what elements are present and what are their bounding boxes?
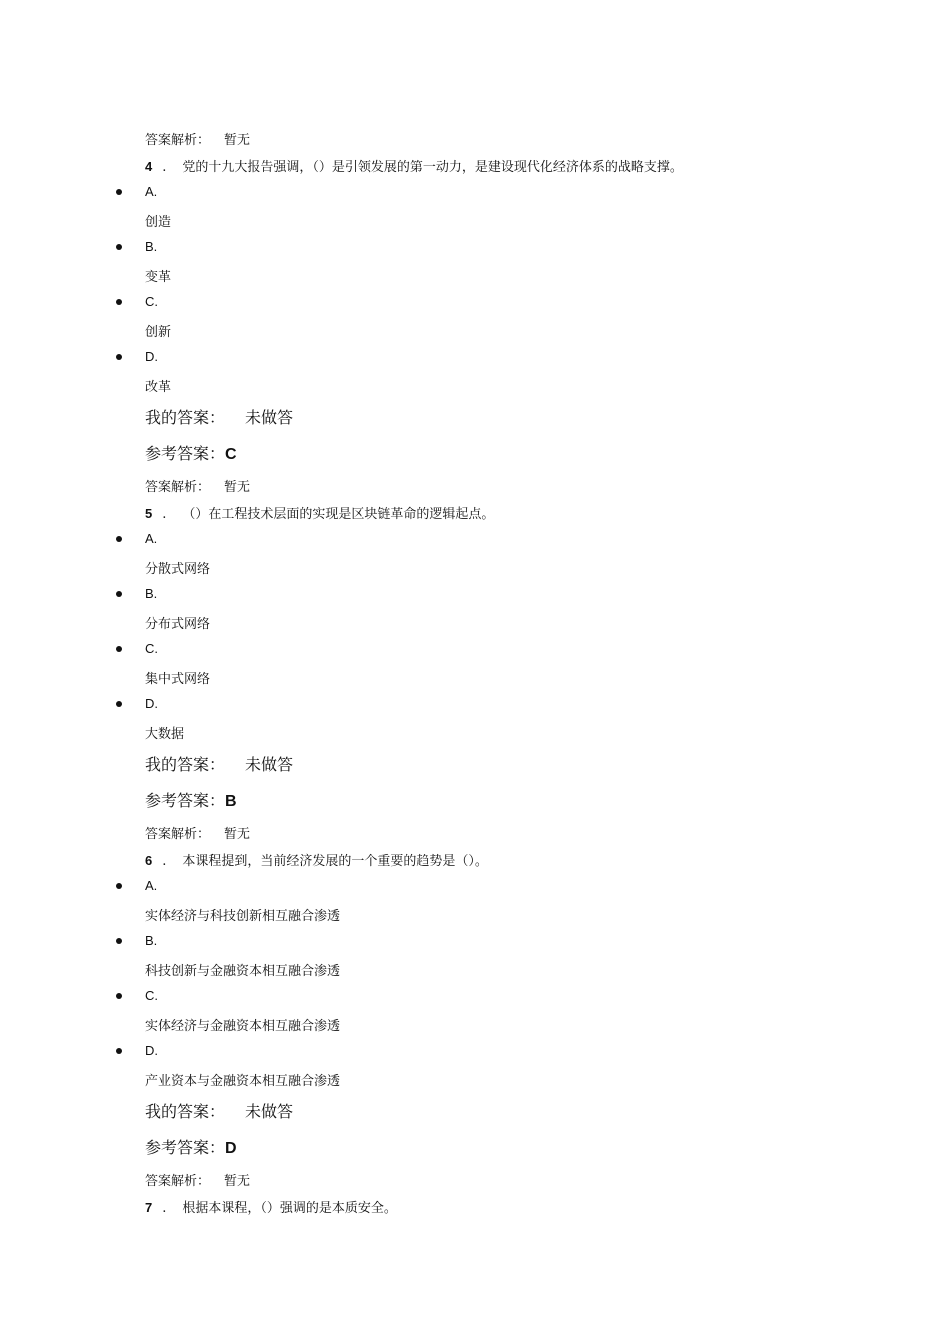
- question-stem-7: [145, 1197, 397, 1216]
- reference-answer-label: 参考答案：: [145, 1138, 226, 1157]
- reference-answer-value: C: [225, 446, 237, 463]
- my-answer: [145, 405, 293, 428]
- option-letter: A.: [145, 531, 158, 546]
- question-stem-6: [145, 850, 488, 869]
- reference-answer-label: 参考答案：: [145, 444, 226, 463]
- option-letter: C.: [145, 641, 158, 656]
- my-answer-label: 我的答案：: [145, 1102, 226, 1121]
- question-number: 7: [145, 1200, 153, 1215]
- option-bullet-icon: [116, 354, 122, 360]
- question-dot: .: [162, 507, 167, 522]
- option-text: 改革: [145, 380, 172, 395]
- analysis-line: [145, 476, 250, 495]
- question-dot: .: [162, 1201, 167, 1216]
- option-text: 大数据: [145, 727, 185, 742]
- option-letter: C.: [145, 294, 158, 309]
- option-text: 创新: [145, 325, 172, 340]
- option-letter: A.: [145, 184, 158, 199]
- option-bullet-icon: [116, 244, 122, 250]
- my-answer-label: 我的答案：: [145, 408, 226, 427]
- analysis-line: [145, 823, 250, 842]
- option-text: 实体经济与科技创新相互融合渗透: [145, 909, 341, 924]
- question-text: 本课程提到，当前经济发展的一个重要的趋势是（）。: [182, 854, 488, 869]
- option-letter: D.: [145, 696, 158, 711]
- analysis-line: [145, 1170, 250, 1189]
- question-text: （）在工程技术层面的实现是区块链革命的逻辑起点。: [182, 507, 495, 522]
- analysis-value: 暂无: [224, 1174, 251, 1189]
- analysis-line: [145, 129, 250, 148]
- question-number: 5: [145, 506, 153, 521]
- option-text: 产业资本与金融资本相互融合渗透: [145, 1074, 341, 1089]
- reference-answer-value: D: [225, 1140, 237, 1157]
- option-bullet-icon: [116, 646, 122, 652]
- my-answer-value: 未做答: [245, 408, 294, 427]
- option-letter: A.: [145, 878, 158, 893]
- analysis-value: 暂无: [224, 133, 251, 148]
- option-text: 分散式网络: [145, 562, 211, 577]
- option-bullet-icon: [116, 189, 122, 195]
- analysis-label: 答案解析：: [145, 827, 211, 842]
- question-text: 根据本课程，（）强调的是本质安全。: [182, 1201, 397, 1216]
- question-number: 6: [145, 853, 153, 868]
- my-answer-label: 我的答案：: [145, 755, 226, 774]
- question-stem-4: [145, 156, 683, 175]
- option-letter: D.: [145, 349, 158, 364]
- reference-answer: [145, 788, 237, 811]
- option-bullet-icon: [116, 591, 122, 597]
- option-bullet-icon: [116, 536, 122, 542]
- option-bullet-icon: [116, 299, 122, 305]
- option-text: 创造: [145, 215, 172, 230]
- reference-answer-label: 参考答案：: [145, 791, 226, 810]
- analysis-label: 答案解析：: [145, 133, 211, 148]
- analysis-value: 暂无: [224, 480, 251, 495]
- reference-answer: [145, 441, 237, 464]
- question-number: 4: [145, 159, 153, 174]
- my-answer: [145, 752, 293, 775]
- analysis-label: 答案解析：: [145, 480, 211, 495]
- analysis-label: 答案解析：: [145, 1174, 211, 1189]
- option-text: 实体经济与金融资本相互融合渗透: [145, 1019, 341, 1034]
- option-text: 集中式网络: [145, 672, 211, 687]
- option-bullet-icon: [116, 701, 122, 707]
- option-letter: C.: [145, 988, 158, 1003]
- option-text: 科技创新与金融资本相互融合渗透: [145, 964, 341, 979]
- option-bullet-icon: [116, 993, 122, 999]
- question-dot: .: [162, 854, 167, 869]
- option-text: 变革: [145, 270, 172, 285]
- option-letter: B.: [145, 239, 158, 254]
- my-answer: [145, 1099, 293, 1122]
- option-letter: B.: [145, 586, 158, 601]
- option-text: 分布式网络: [145, 617, 211, 632]
- question-text: 党的十九大报告强调，（）是引领发展的第一动力，是建设现代化经济体系的战略支撑。: [182, 160, 683, 175]
- option-letter: D.: [145, 1043, 158, 1058]
- analysis-value: 暂无: [224, 827, 251, 842]
- question-stem-5: [145, 503, 494, 522]
- reference-answer: [145, 1135, 237, 1158]
- reference-answer-value: B: [225, 793, 237, 810]
- my-answer-value: 未做答: [245, 1102, 294, 1121]
- option-letter: B.: [145, 933, 158, 948]
- option-bullet-icon: [116, 883, 122, 889]
- option-bullet-icon: [116, 938, 122, 944]
- option-bullet-icon: [116, 1048, 122, 1054]
- my-answer-value: 未做答: [245, 755, 294, 774]
- question-dot: .: [162, 160, 167, 175]
